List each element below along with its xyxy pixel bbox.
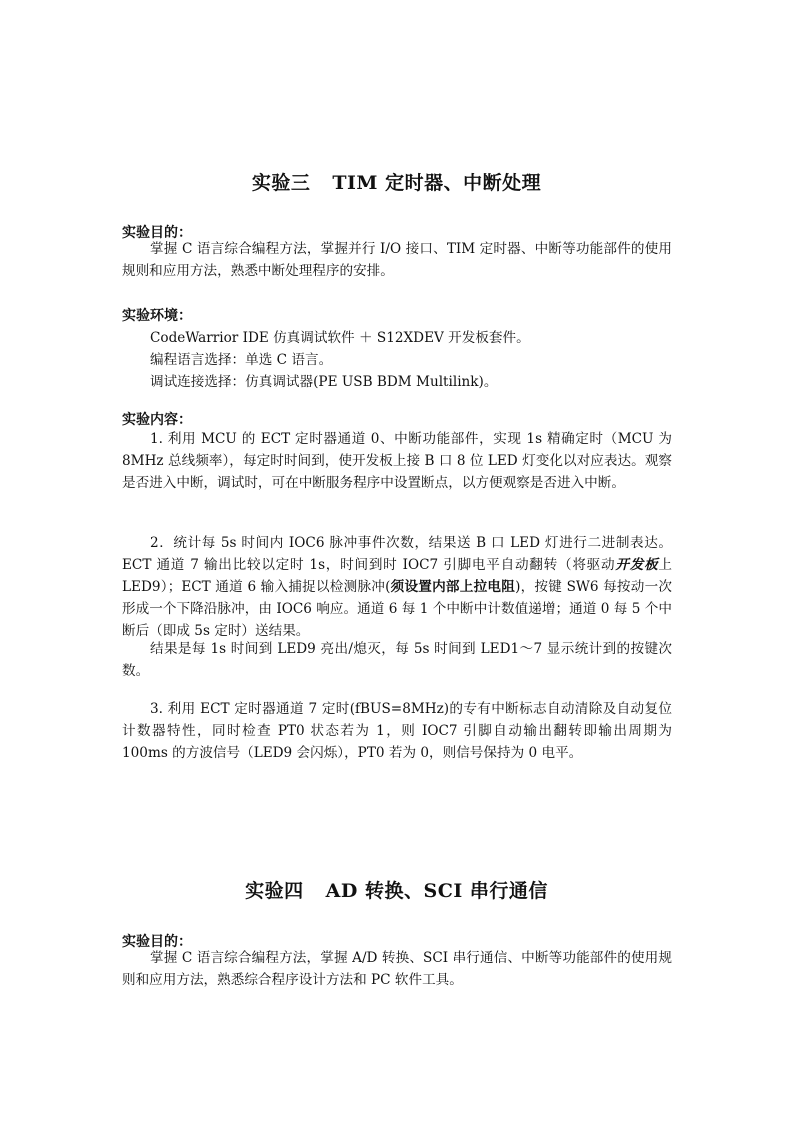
exp3-item-2-part-e: )，按键 SW6 每按动一次形成一个下降沿脉冲，由 IOC6 响应。通道 6 每 1 个中断中计数值递增；通道 0 每 5 个中断后（即成 5s 定时）送结果。 [122, 579, 672, 639]
exp3-env-line-1: CodeWarrior IDE 仿真调试软件 ＋ S12XDEV 开发板套件。 [150, 330, 530, 346]
exp3-title-number: 实验三 [251, 172, 311, 194]
exp3-env-line-2: 编程语言选择：单选 C 语言。 [150, 352, 333, 368]
exp4-title [0, 876, 793, 903]
exp3-item-2-part-c: 上 LED9）；ECT 通道 6 输入捕捉以检测脉冲( [122, 557, 673, 595]
exp3-purpose-heading: 实验目的： [122, 225, 192, 241]
exp4-title-number: 实验四 [245, 880, 304, 902]
exp3-env-line-3: 调试连接选择：仿真调试器(PE USB BDM Multilink)。 [150, 374, 498, 390]
exp3-item-3: 3. 利用 ECT 定时器通道 7 定时(fBUS=8MHz)的专有中断标志自动清除及自动复位计数器特性，同时检查 PT0 状态若为 1，则 IOC7 引脚自动输出翻转即输出周期为 100ms 的方波信号（LED9 会闪烁），PT0 若为 0，则信号保持为 0 电平。 [122, 701, 672, 761]
exp3-content-heading: 实验内容： [122, 412, 192, 428]
exp3-item-2-emphasis-board: 开发板 [615, 557, 659, 573]
exp3-item-2-part-a: 2．统计每 5s 时间内 IOC6 脉冲事件次数，结果送 B 口 LED 灯进行二进制表达。ECT 通道 7 输出比较以定时 1s，时间到时 IOC7 引脚电平自动翻转（将驱动 [122, 535, 672, 573]
exp3-env-heading: 实验环境： [122, 308, 192, 324]
exp3-purpose-text: 掌握 C 语言综合编程方法，掌握并行 I/O 接口、TIM 定时器、中断等功能部件的使用规则和应用方法，熟悉中断处理程序的安排。 [122, 241, 672, 279]
exp3-title-text: TIM 定时器、中断处理 [332, 172, 542, 194]
exp3-item-2 [122, 532, 672, 642]
exp3-item-2-result: 结果是每 1s 时间到 LED9 亮出/熄灭，每 5s 时间到 LED1～7 显示统计到的按键次数。 [122, 641, 672, 679]
exp4-title-text: AD 转换、SCI 串行通信 [325, 880, 548, 902]
exp3-title [0, 168, 793, 195]
exp4-purpose-heading: 实验目的： [122, 934, 192, 950]
exp3-item-2-emphasis-pullup: 须设置内部上拉电阻 [390, 579, 516, 595]
exp4-purpose-text: 掌握 C 语言综合编程方法，掌握 A/D 转换、SCI 串行通信、中断等功能部件的使用规则和应用方法，熟悉综合程序设计方法和 PC 软件工具。 [122, 950, 672, 988]
exp3-item-1: 1. 利用 MCU 的 ECT 定时器通道 0、中断功能部件，实现 1s 精确定时（MCU 为 8MHz 总线频率），每定时时间到，使开发板上接 B 口 8 位 LED 灯变化以对应表达。观察是否进入中断，调试时，可在中断服务程序中设置断点，以方便观察是否进入中断。 [122, 431, 672, 491]
